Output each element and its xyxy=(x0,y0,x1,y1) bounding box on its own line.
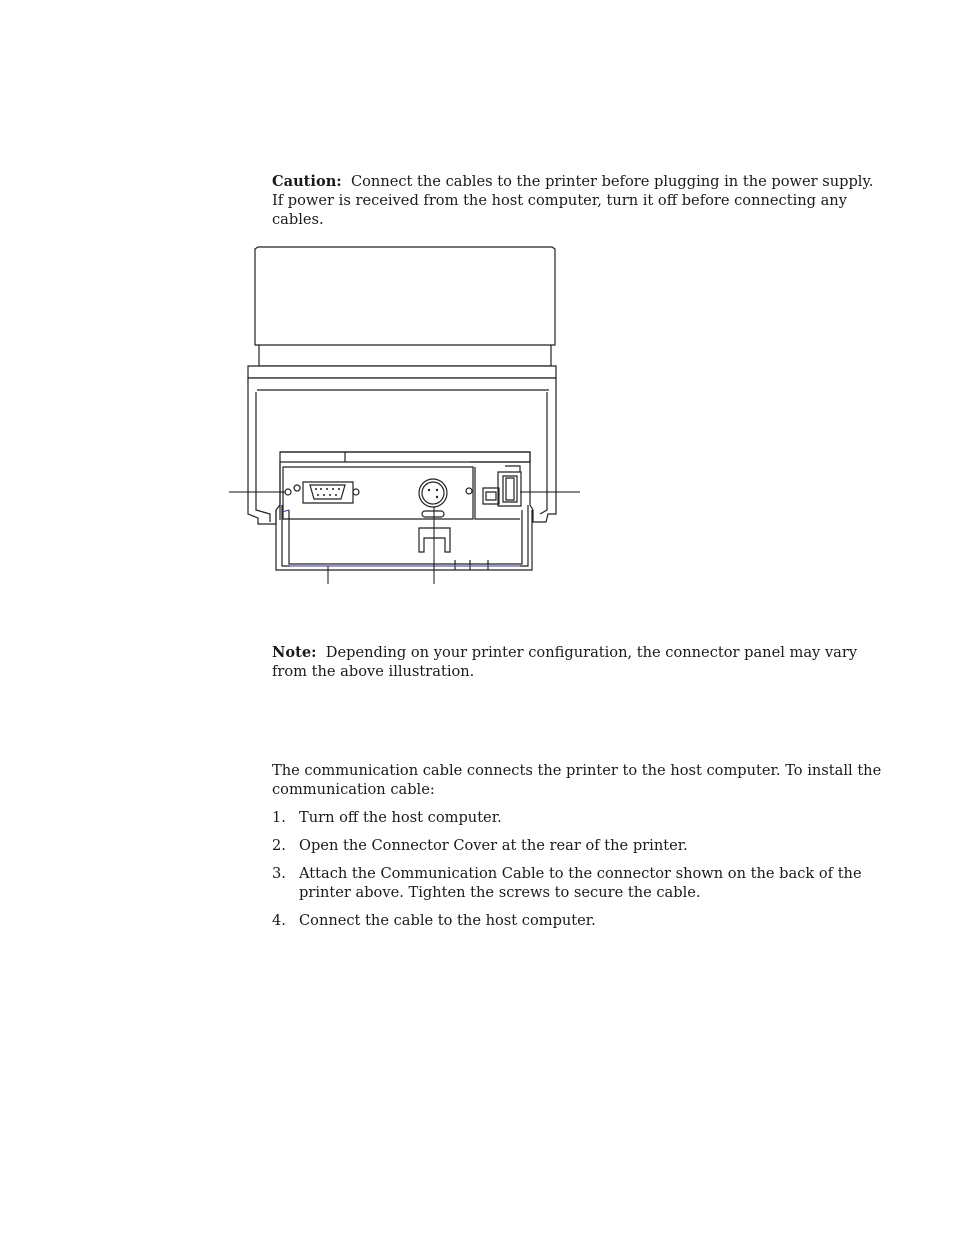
caution-paragraph xyxy=(272,172,887,229)
installation-steps xyxy=(272,808,887,939)
list-item xyxy=(272,808,887,827)
step-number: 4. xyxy=(272,912,286,929)
step-number: 3. xyxy=(272,865,286,882)
list-item xyxy=(272,836,887,855)
caution-text: Connect the cables to the printer before plugging in the power supply. If power is received from the host computer, turn it off before connecting any cables. xyxy=(272,173,874,228)
printer-top-cover xyxy=(255,247,555,345)
power-connector-icon xyxy=(419,479,447,517)
note-label: Note: xyxy=(272,644,317,661)
printer-hinge xyxy=(259,345,551,366)
note-text: Depending on your printer configuration, the connector panel may vary from the above illustration. xyxy=(272,644,858,680)
step-number: 1. xyxy=(272,809,286,826)
intro-paragraph: The communication cable connects the printer to the host computer. To install the communication cable: xyxy=(272,762,882,798)
step-text: Connect the cable to the host computer. xyxy=(299,912,596,929)
step-number: 2. xyxy=(272,837,286,854)
caution-label: Caution: xyxy=(272,173,342,190)
connector-cover xyxy=(282,505,528,566)
list-item xyxy=(272,911,887,930)
step-text: Turn off the host computer. xyxy=(299,809,502,826)
note-paragraph xyxy=(272,643,887,681)
serial-connector-icon xyxy=(285,482,359,503)
list-item xyxy=(272,864,887,902)
step-text: Open the Connector Cover at the rear of the printer. xyxy=(299,837,688,854)
printer-body xyxy=(248,378,556,524)
cash-drawer-connector-icon xyxy=(483,466,521,506)
step-text: Attach the Communication Cable to the connector shown on the back of the printer above. Tighten the screws to secure the cable. xyxy=(299,865,862,901)
